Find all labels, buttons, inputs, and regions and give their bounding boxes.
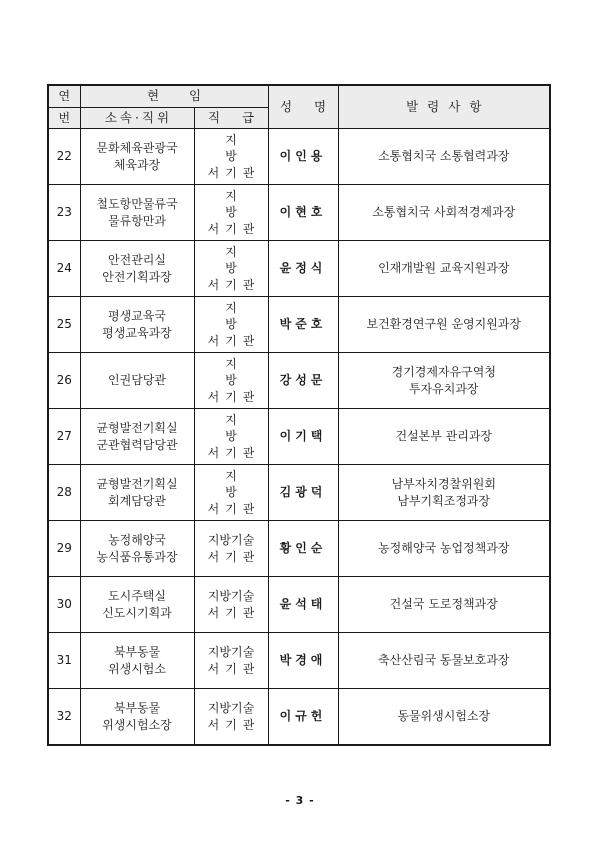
current-affiliation	[80, 689, 194, 746]
rank-line: 지방기술	[207, 533, 255, 548]
row-number: 31	[48, 633, 80, 689]
rank-line: 지 방	[225, 245, 265, 276]
new-assignment	[338, 129, 550, 185]
header-rank	[194, 108, 268, 129]
person-name: 윤석태	[268, 577, 338, 633]
person-name: 황인순	[268, 521, 338, 577]
affiliation-line: 도시주택실	[108, 589, 166, 604]
affiliation-line: 평생교육과장	[102, 325, 172, 340]
person-name: 이규헌	[268, 689, 338, 746]
header-name-label: 성 명	[279, 98, 336, 114]
table-row	[48, 521, 550, 577]
assignment-line: 건설국 도로정책과장	[389, 597, 498, 612]
rank-line: 지방기술	[207, 645, 255, 660]
person-name: 박경애	[268, 633, 338, 689]
table-row	[48, 129, 550, 185]
new-assignment	[338, 297, 550, 353]
header-current-label: 현 임	[146, 88, 215, 104]
current-affiliation	[80, 633, 194, 689]
current-affiliation	[80, 185, 194, 241]
row-number: 28	[48, 465, 80, 521]
affiliation-line: 균형발전기획실	[96, 421, 178, 436]
row-number: 32	[48, 689, 80, 746]
header-row-top	[48, 85, 550, 108]
row-number: 26	[48, 353, 80, 409]
page-number: - 3 -	[285, 794, 315, 807]
row-number: 30	[48, 577, 80, 633]
header-affiliation	[80, 108, 194, 129]
rank-line: 지 방	[225, 189, 265, 220]
current-rank	[194, 297, 268, 353]
affiliation-line: 군관협력담당관	[96, 437, 178, 452]
assignment-line: 보건환경연구원 운영지원과장	[366, 317, 521, 332]
header-affiliation-label: 소속·직위	[104, 109, 173, 125]
current-rank	[194, 521, 268, 577]
affiliation-line: 신도시기획과	[102, 605, 172, 620]
rank-line: 지 방	[225, 301, 265, 332]
affiliation-line: 북부동물	[113, 701, 161, 716]
rank-line: 서기관	[207, 605, 261, 620]
rank-line: 지 방	[225, 357, 265, 388]
affiliation-line: 안전기획과장	[102, 269, 172, 284]
affiliation-line: 물류항만과	[108, 213, 166, 228]
assignment-line: 투자유치과장	[408, 381, 479, 396]
rank-line: 서기관	[207, 501, 261, 516]
assignment-line: 인재개발원 교육지원과장	[378, 261, 510, 276]
current-affiliation	[80, 465, 194, 521]
header-assignment-label: 발령사항	[406, 98, 491, 114]
new-assignment	[338, 353, 550, 409]
affiliation-line: 북부동물	[113, 645, 161, 660]
person-name: 이기택	[268, 409, 338, 465]
new-assignment	[338, 521, 550, 577]
new-assignment	[338, 409, 550, 465]
person-name: 이인용	[268, 129, 338, 185]
rank-line: 서기관	[207, 333, 261, 348]
header-name	[268, 85, 338, 129]
row-number: 29	[48, 521, 80, 577]
assignment-line: 축산산림국 동물보호과장	[378, 653, 510, 668]
header-rank-label: 직 급	[207, 109, 264, 125]
rank-line: 서기관	[207, 717, 261, 732]
personnel-table	[47, 84, 551, 746]
affiliation-line: 위생시험소	[108, 661, 166, 676]
assignment-line: 동물위생시험소장	[397, 709, 491, 724]
row-number: 24	[48, 241, 80, 297]
rank-line: 서기관	[207, 661, 261, 676]
rank-line: 서기관	[207, 221, 261, 236]
rank-line: 서기관	[207, 549, 261, 564]
current-rank	[194, 353, 268, 409]
current-affiliation	[80, 129, 194, 185]
affiliation-line: 평생교육국	[108, 309, 166, 324]
row-number: 23	[48, 185, 80, 241]
assignment-line: 남부자치경찰위원회	[391, 477, 496, 492]
rank-line: 지방기술	[207, 701, 255, 716]
new-assignment	[338, 185, 550, 241]
table-row	[48, 633, 550, 689]
header-seq-top: 연	[48, 85, 80, 108]
current-rank	[194, 185, 268, 241]
table-row	[48, 297, 550, 353]
new-assignment	[338, 633, 550, 689]
current-rank	[194, 129, 268, 185]
affiliation-line: 위생시험소장	[102, 717, 172, 732]
row-number: 25	[48, 297, 80, 353]
person-name: 윤정식	[268, 241, 338, 297]
rank-line: 지 방	[225, 413, 265, 444]
affiliation-line: 안전관리실	[108, 253, 166, 268]
table-row	[48, 409, 550, 465]
rank-line: 지방기술	[207, 589, 255, 604]
affiliation-line: 회계담당관	[108, 493, 166, 508]
current-rank	[194, 409, 268, 465]
header-assignment	[338, 85, 550, 129]
table-row	[48, 577, 550, 633]
assignment-line: 농정해양국 농업정책과장	[378, 541, 510, 556]
assignment-line: 남부기획조정과장	[397, 493, 491, 508]
person-name: 박준호	[268, 297, 338, 353]
current-affiliation	[80, 521, 194, 577]
new-assignment	[338, 241, 550, 297]
header-current	[80, 85, 268, 108]
rank-line: 서기관	[207, 445, 261, 460]
new-assignment	[338, 577, 550, 633]
affiliation-line: 농식품유통과장	[96, 549, 178, 564]
affiliation-line: 인권담당관	[108, 373, 166, 388]
rank-line: 서기관	[207, 165, 261, 180]
new-assignment	[338, 465, 550, 521]
table-row	[48, 689, 550, 746]
assignment-line: 소통협치국 사회적경제과장	[372, 205, 516, 220]
assignment-line: 소통협치국 소통협력과장	[378, 149, 510, 164]
affiliation-line: 농정해양국	[108, 533, 166, 548]
assignment-line: 건설본부 관리과장	[395, 429, 493, 444]
row-number: 27	[48, 409, 80, 465]
affiliation-line: 체육과장	[113, 157, 161, 172]
affiliation-line: 철도항만물류국	[96, 197, 178, 212]
rank-line: 서기관	[207, 389, 261, 404]
current-affiliation	[80, 353, 194, 409]
current-rank	[194, 465, 268, 521]
table-row	[48, 241, 550, 297]
current-affiliation	[80, 409, 194, 465]
current-rank	[194, 241, 268, 297]
current-rank	[194, 633, 268, 689]
table-row	[48, 185, 550, 241]
rank-line: 지 방	[225, 469, 265, 500]
table-row	[48, 465, 550, 521]
current-rank	[194, 577, 268, 633]
rank-line: 지 방	[225, 133, 265, 164]
rank-line: 서기관	[207, 277, 261, 292]
assignment-line: 경기경제자유구역청	[391, 365, 496, 380]
current-rank	[194, 689, 268, 746]
new-assignment	[338, 689, 550, 746]
row-number: 22	[48, 129, 80, 185]
affiliation-line: 균형발전기획실	[96, 477, 178, 492]
person-name: 강성문	[268, 353, 338, 409]
affiliation-line: 문화체육관광국	[96, 141, 178, 156]
header-seq-bottom: 번	[48, 108, 80, 129]
current-affiliation	[80, 297, 194, 353]
current-affiliation	[80, 241, 194, 297]
person-name: 김광덕	[268, 465, 338, 521]
table-row	[48, 353, 550, 409]
person-name: 이현호	[268, 185, 338, 241]
current-affiliation	[80, 577, 194, 633]
